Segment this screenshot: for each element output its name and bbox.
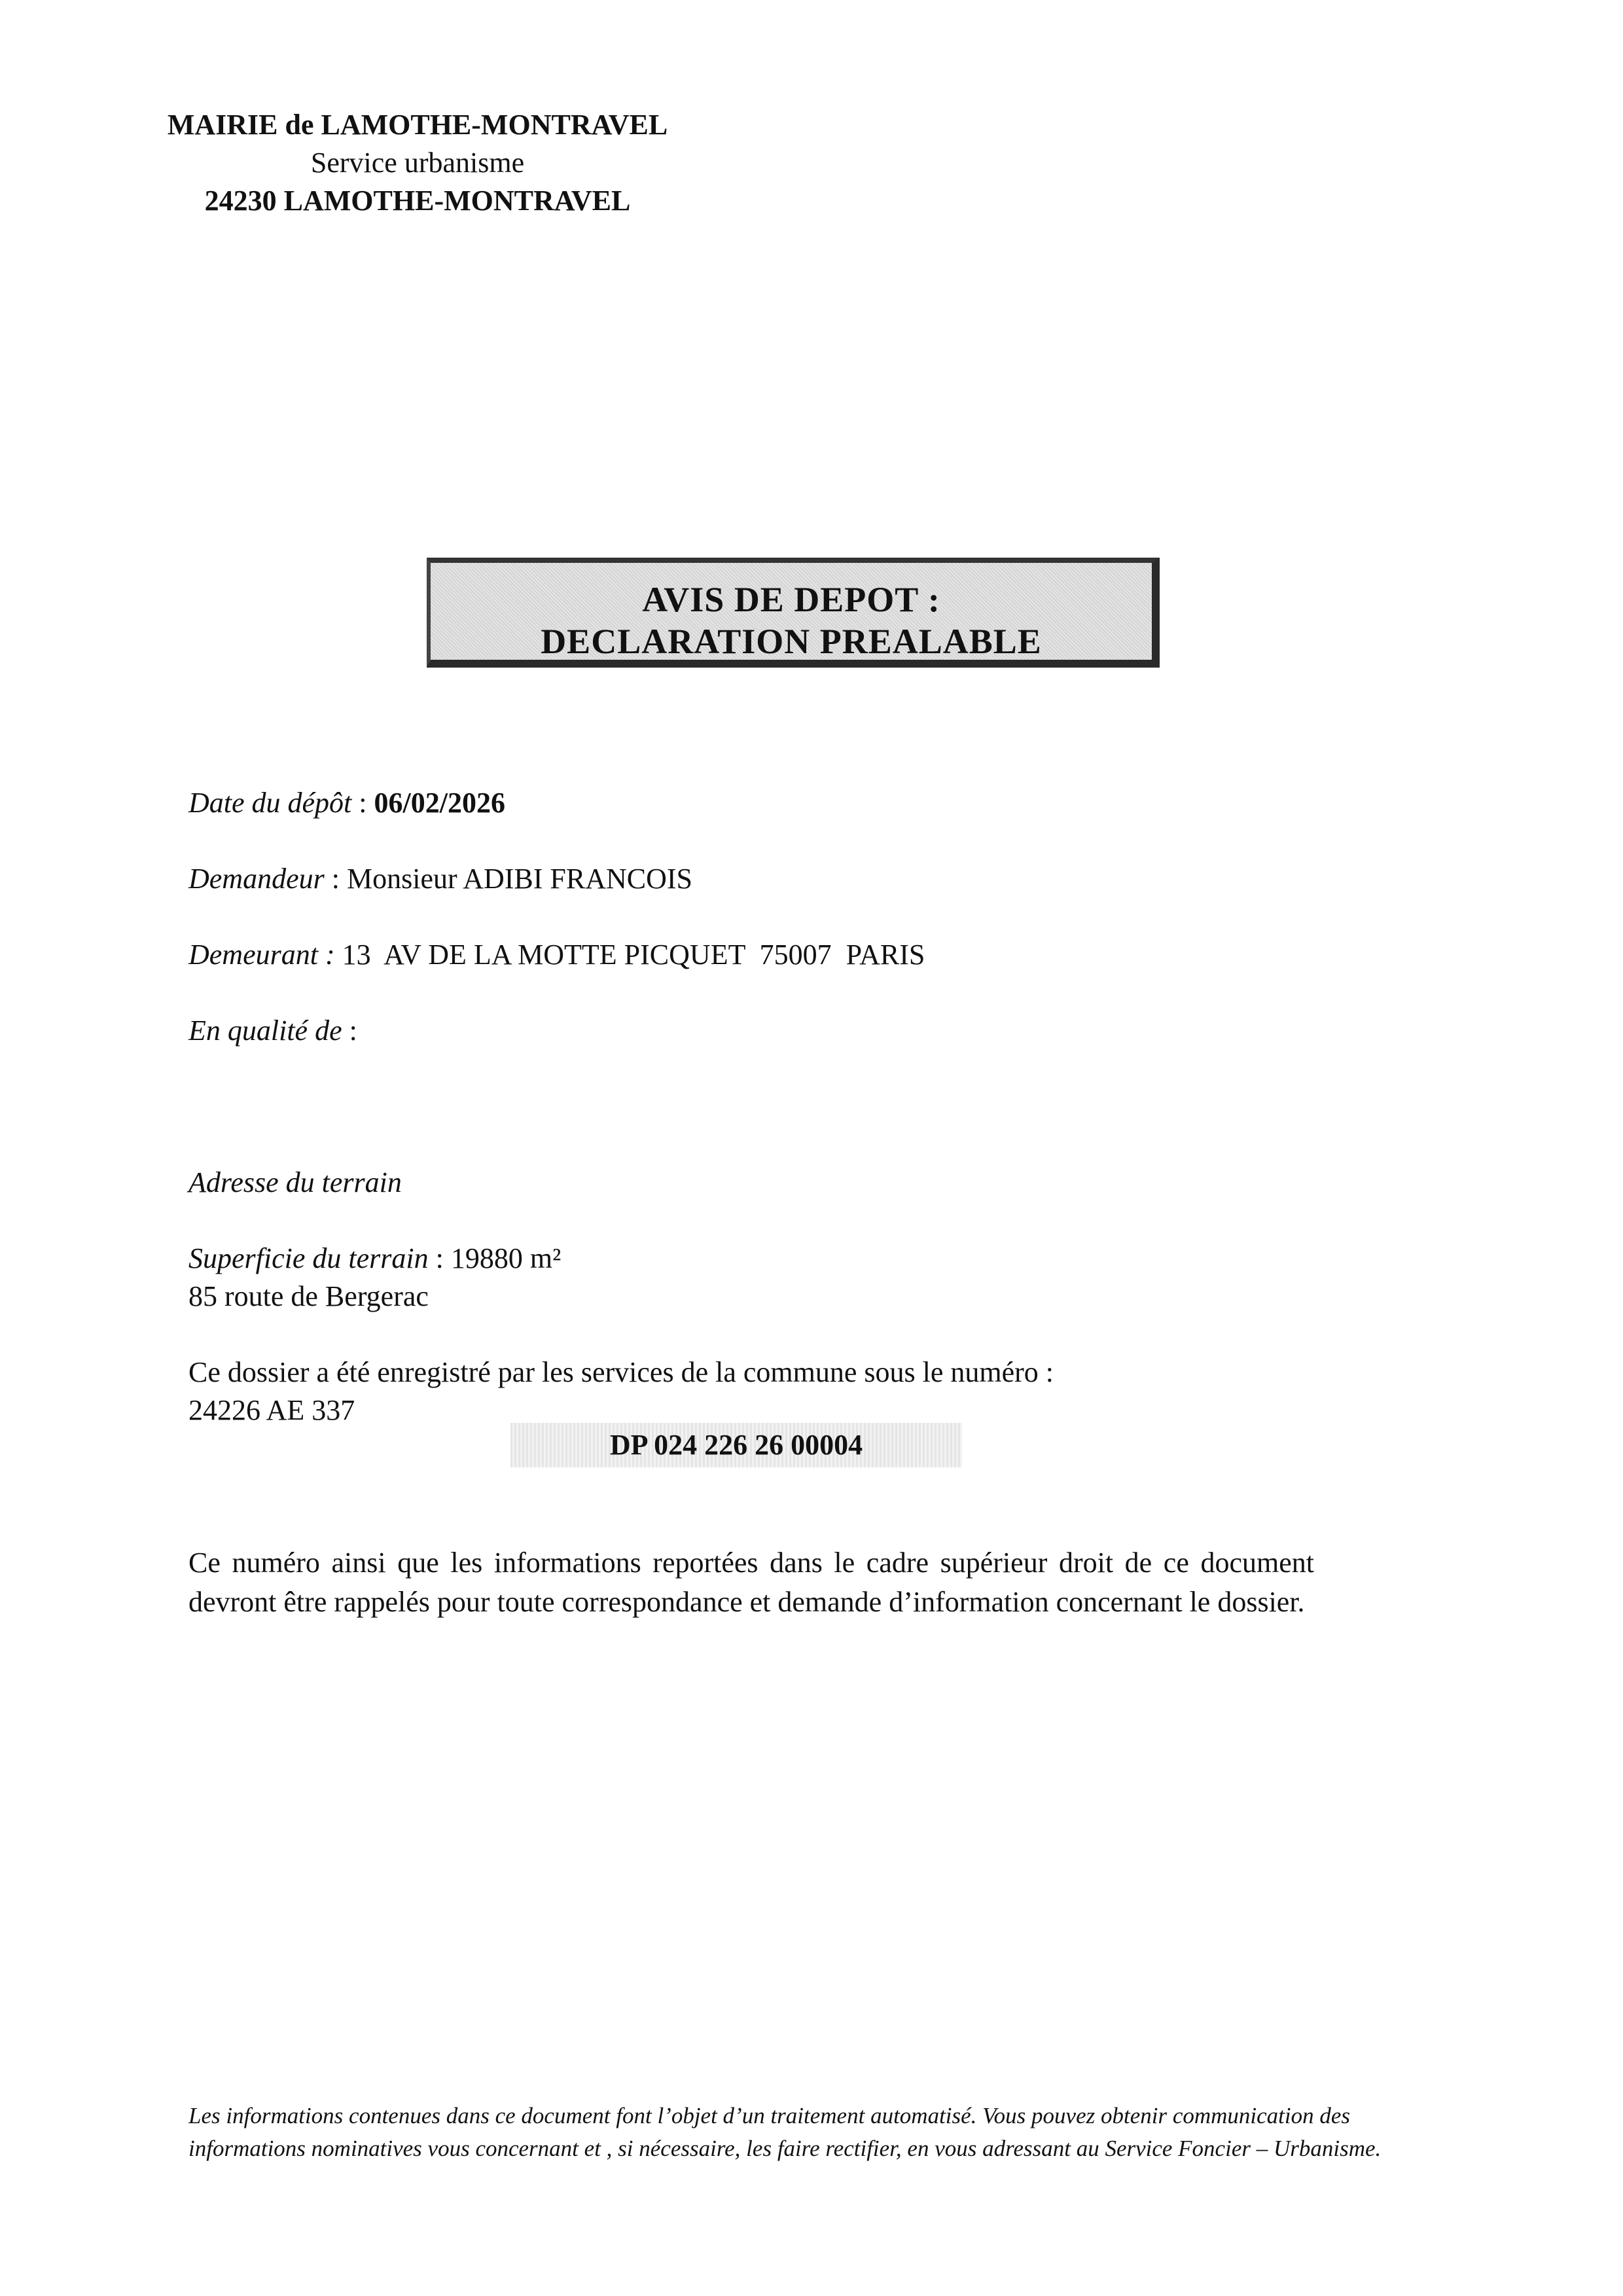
issuer-header <box>130 106 705 220</box>
issuer-service: Service urbanisme <box>310 147 525 179</box>
registration-intro: Ce dossier a été enregistré par les services de la commune sous le numéro : <box>188 1356 1054 1388</box>
capacity-separator: : <box>342 1014 357 1047</box>
land-address-line-2: 24226 AE 337 <box>188 1394 355 1426</box>
applicant-field <box>188 860 692 898</box>
land-area-separator: : <box>428 1242 451 1274</box>
deposit-date-separator: : <box>351 787 374 819</box>
applicant-value: Monsieur ADIBI FRANCOIS <box>346 863 693 895</box>
deposit-date-value: 06/02/2026 <box>374 787 505 819</box>
land-area-value: 19880 m² <box>450 1242 562 1274</box>
title-line-1: AVIS DE DEPOT : <box>642 580 940 619</box>
land-address-line-1: 85 route de Bergerac <box>188 1280 429 1312</box>
applicant-label: Demandeur <box>188 863 325 895</box>
applicant-separator: : <box>324 863 347 895</box>
residence-field <box>188 936 925 974</box>
land-address-label: Adresse du terrain <box>188 1166 402 1198</box>
residence-value: 13 AV DE LA MOTTE PICQUET 75007 PARIS <box>334 939 925 971</box>
privacy-footer: Les informations contenues dans ce document font l’objet d’un traitement automatisé. Vous pouvez obtenir communication des informations nominatives vous concernant et , si nécessaire, les faire rectifier, en vous adressant au Service Foncier – Urbanisme. <box>188 2103 1382 2161</box>
land-area-label: Superficie du terrain <box>188 1242 429 1274</box>
capacity-label: En qualité de <box>188 1014 342 1047</box>
deposit-date-label: Date du dépôt <box>188 787 352 819</box>
issuer-city: 24230 LAMOTHE-MONTRAVEL <box>204 185 631 217</box>
issuer-name: MAIRIE de LAMOTHE-MONTRAVEL <box>167 109 668 141</box>
registration-number: DP 024 226 26 00004 <box>510 1423 962 1467</box>
title-line-2: DECLARATION PREALABLE <box>541 622 1042 661</box>
capacity-field <box>188 1012 357 1050</box>
deposit-date-field <box>188 784 505 822</box>
land-address-field <box>188 1088 429 1467</box>
residence-label: Demeurant : <box>188 939 335 971</box>
land-area-field <box>188 1240 561 1278</box>
reference-notice: Ce numéro ainsi que les informations reportées dans le cadre supérieur droit de ce document devront être rappelés pour toute correspondance et demande d’information concernant le dossier. <box>188 1547 1314 1618</box>
document-title-box <box>427 558 1160 668</box>
